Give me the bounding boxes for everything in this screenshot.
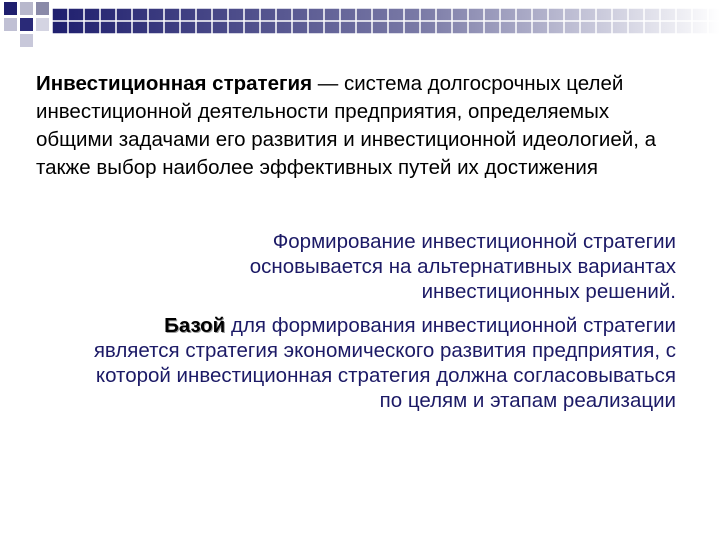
definition-term: Инвестиционная стратегия bbox=[36, 72, 313, 95]
header-decoration bbox=[0, 0, 720, 44]
header-gradient-bar bbox=[52, 8, 720, 34]
decor-square bbox=[20, 18, 33, 31]
decor-square bbox=[4, 18, 17, 31]
paragraph-formation: Формирование инвестиционной стратегии основывается на альтернативных вариантах инвестиционных решений. bbox=[249, 230, 676, 303]
decor-square bbox=[36, 18, 49, 31]
definition-body: — система долгосрочных целей инвестиционной деятельности предприятия, определяемых общими задачами его развития и инвестиционной идеологией, а также выбор наиболее эффективных путей их достижения bbox=[36, 72, 656, 179]
definition-text bbox=[36, 70, 676, 182]
paragraph-basis bbox=[76, 313, 676, 413]
decor-square bbox=[36, 2, 49, 15]
basis-highlight: Базой bbox=[164, 314, 226, 337]
decor-square bbox=[20, 34, 33, 47]
decor-square bbox=[4, 2, 17, 15]
basis-body: для формирования инвестиционной стратегии является стратегия экономического развития предприятия, с которой инвестиционная стратегия должна согласовываться по целям и этапам реализации bbox=[93, 314, 676, 412]
decor-square bbox=[20, 2, 33, 15]
